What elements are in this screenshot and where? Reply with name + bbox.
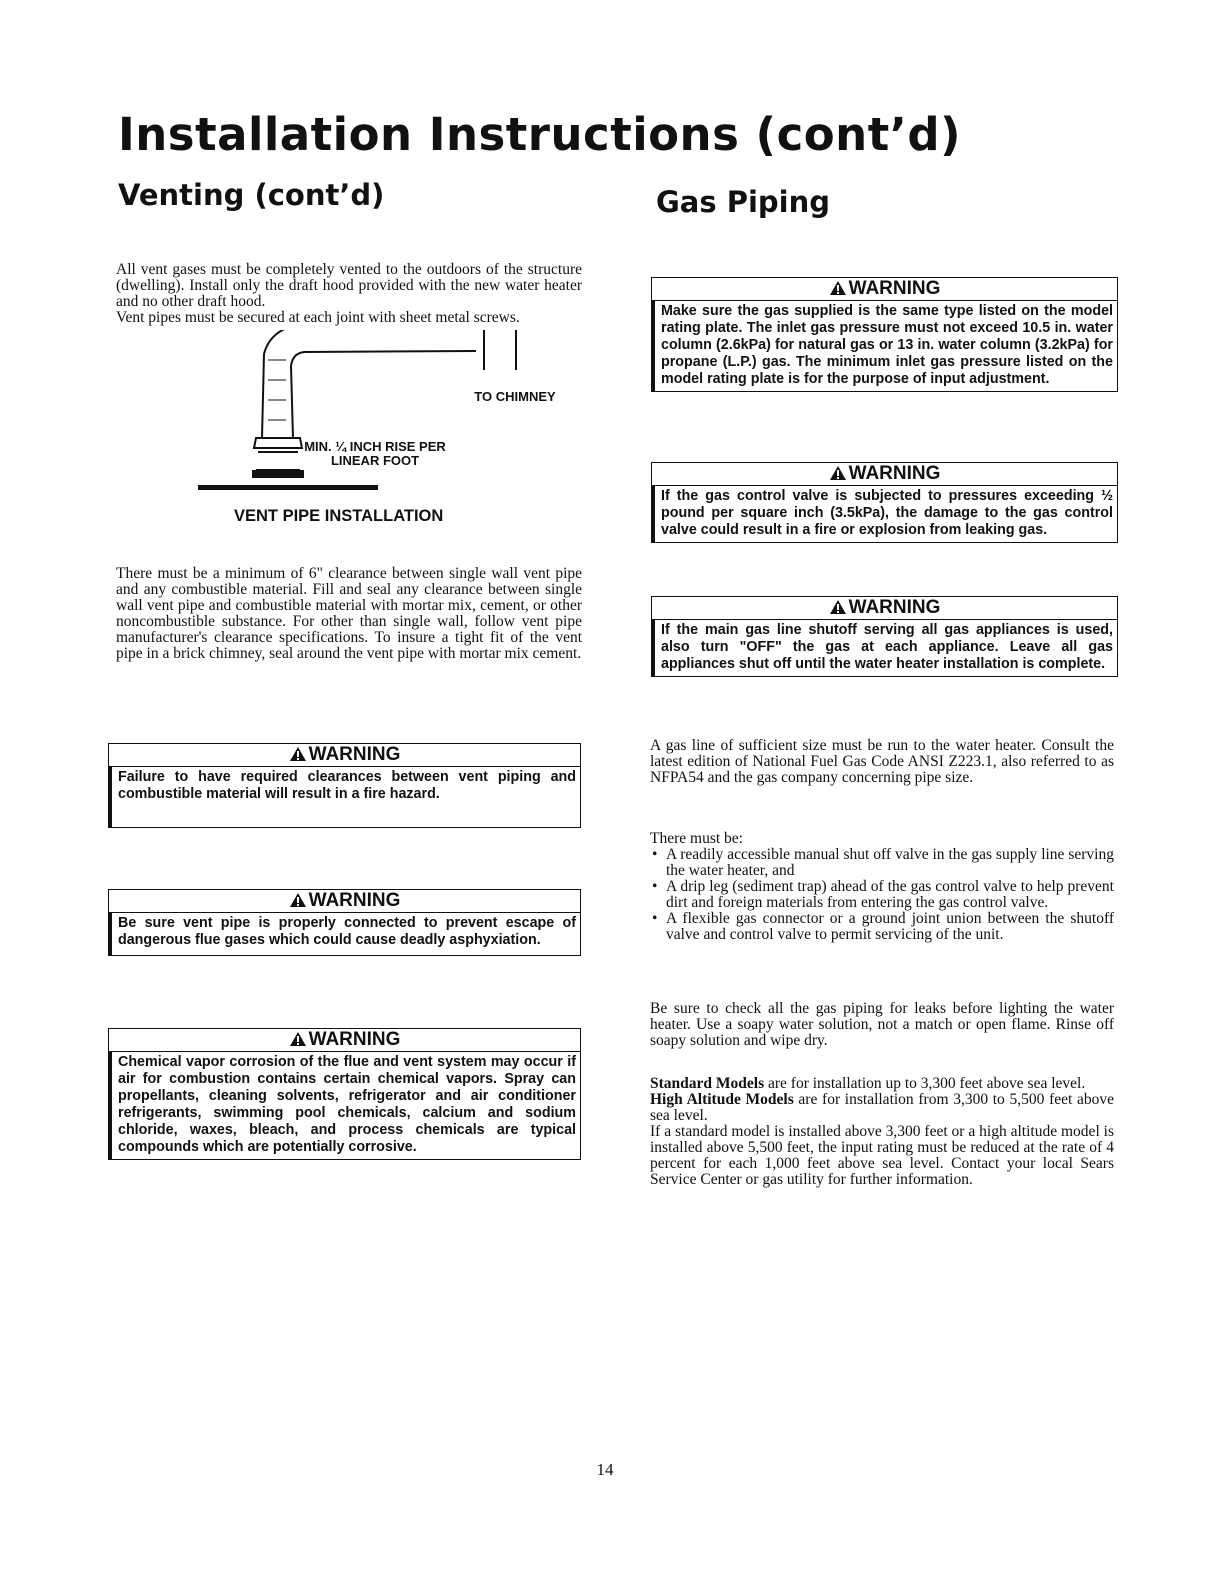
derate-paragraph: If a standard model is installed above 3,300 feet or a high altitude model is installed above 5,500 feet, the input rating must be reduced at the rate of 4 percent for each 1,000 feet above sea level. Contact your local Sears Service Center or gas utility for further information. [650,1123,1114,1188]
warning-text: Failure to have required clearances between vent piping and combustible material will result in a fire hazard. [109,767,580,827]
list-item: • A drip leg (sediment trap) ahead of the gas control valve to help prevent dirt and foreign materials from entering the gas control valve. [650,879,1114,911]
list-item: • A flexible gas connector or a ground joint union between the shutoff valve and control valve to permit servicing of the unit. [650,911,1114,943]
to-chimney-label: TO CHIMNEY [474,389,556,404]
vent-pipe-diagram [196,330,576,530]
rise-per-foot-label: MIN. ¼ INCH RISE PER LINEAR FOOT [304,439,446,468]
gas-line-text: A gas line of sufficient size must be run to the water heater. Consult the latest edition of National Fuel Gas Code ANSI Z223.1, also referred to as NFPA54 and the gas company concerning pipe size. [650,737,1114,786]
page-number: 14 [596,1460,614,1479]
warning-title: WARNING [848,463,941,484]
warning-title: WARNING [848,278,941,299]
warning-text: If the gas control valve is subjected to pressures exceeding ½ pound per square inch (3.5kPa), the damage to the gas control valve could result in a fire or explosion from leaking gas. [652,486,1117,542]
warning-triangle-icon [829,280,847,296]
warning-triangle-icon [289,892,307,908]
venting-intro-paragraph-2: Vent pipes must be secured at each joint with sheet metal screws. [116,309,520,326]
water-heater-top [198,470,378,490]
gas-piping-heading: Gas Piping [656,185,831,219]
warning-text: If the main gas line shutoff serving all gas appliances is used, also turn "OFF" the gas at each appliance. Leave all gas appliances shut off until the water heater installation is complete. [652,620,1117,676]
pipe-hatching [268,360,286,420]
requirements-block [650,831,1114,943]
venting-intro-paragraph-1: All vent gases must be completely vented to the outdoors of the structure (dwelling). Install only the draft hood provided with the new water heater and no other draft hood. [116,261,582,310]
warning-box-flue-gases [108,889,581,956]
warning-triangle-icon [829,465,847,481]
warning-header [652,463,1117,486]
warning-title: WARNING [308,1029,401,1050]
warning-box-chemical-corrosion [108,1028,581,1160]
warning-header [652,597,1117,620]
venting-intro [116,262,582,326]
warning-title: WARNING [308,890,401,911]
altitude-block [650,1076,1114,1188]
venting-heading: Venting (cont’d) [118,178,385,212]
standard-models-paragraph [650,1076,1114,1092]
warning-box-gas-supply [651,277,1118,392]
clearance-text: There must be a minimum of 6" clearance between single wall vent pipe and any combustible material. Fill and seal any clearance between single wall vent pipe and combustible material with mortar mix, cement, or other noncombustible substance. For other than single wall, follow vent pipe manufacturer's clearance specifications. To insure a tight fit of the vent pipe in a brick chimney, seal around the vent pipe with mortar mix cement. [116,565,582,662]
diagram-caption: VENT PIPE INSTALLATION [234,507,444,525]
requirements-list [650,847,1114,943]
warning-title: WARNING [848,597,941,618]
warning-box-shutoff [651,596,1118,677]
warning-text: Make sure the gas supplied is the same type listed on the model rating plate. The inlet gas pressure must not exceed 10.5 in. water column (2.6kPa) for natural gas or 13 in. water column (3.2kPa) for propane (L.P.) gas. The minimum inlet gas pressure listed on the model rating plate is for the purpose of input adjustment. [652,301,1117,391]
warning-title: WARNING [308,744,401,765]
leak-check-text: Be sure to check all the gas piping for leaks before lighting the water heater. Use a soapy water solution, not a match or open flame. Rinse off soapy solution and wipe dry. [650,1000,1114,1049]
warning-header [109,890,580,913]
high-altitude-paragraph [650,1092,1114,1124]
warning-header [652,278,1117,301]
warning-box-clearance [108,743,581,828]
list-item: • A readily accessible manual shut off valve in the gas supply line serving the water heater, and [650,847,1114,879]
warning-header [109,744,580,767]
warning-triangle-icon [289,746,307,762]
warning-triangle-icon [289,1031,307,1047]
warning-header [109,1029,580,1052]
warning-box-control-valve [651,462,1118,543]
page-title: Installation Instructions (cont’d) [118,108,962,161]
warning-text: Be sure vent pipe is properly connected to prevent escape of dangerous flue gases which could cause deadly asphyxiation. [109,913,580,955]
warning-text: Chemical vapor corrosion of the flue and vent system may occur if air for combustion contains certain chemical vapors. Spray can propellants, cleaning solvents, refrigerator and air conditioner refrigerants, swimming pool chemicals, calcium and sodium chloride, waxes, bleach, and process chemicals are typical compounds which are potentially corrosive. [109,1052,580,1159]
standard-models-text: are for installation up to 3,300 feet above sea level. [764,1075,1086,1092]
there-must-be-label: There must be: [650,830,743,847]
high-altitude-text: are for installation from 3,300 to 5,500 feet above sea level. [650,1091,1114,1124]
standard-models-label: Standard Models [650,1075,765,1092]
warning-triangle-icon [829,599,847,615]
high-altitude-label: High Altitude Models [650,1091,794,1108]
